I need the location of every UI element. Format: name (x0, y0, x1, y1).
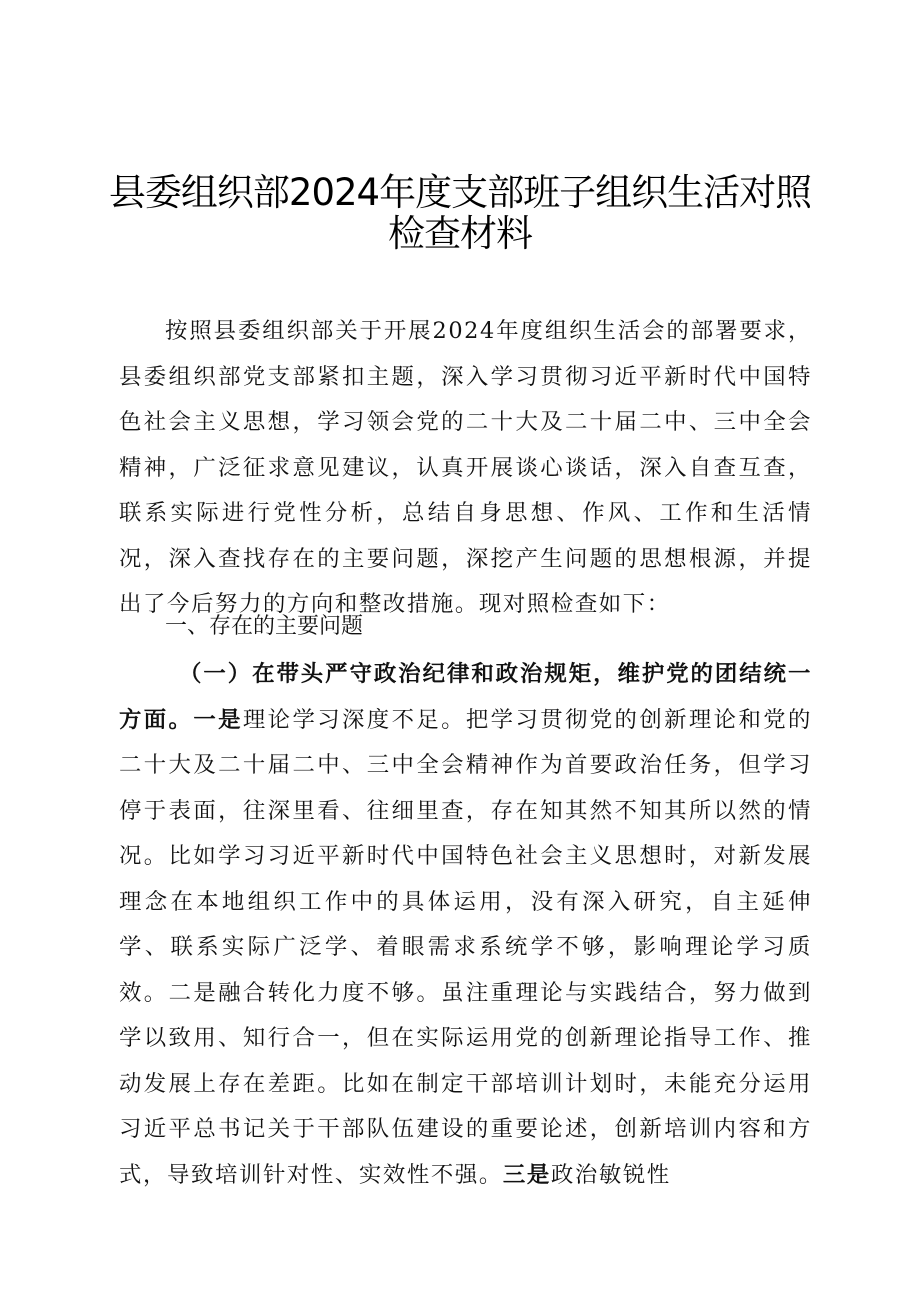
subsection-paragraph (119, 652, 812, 1198)
section-heading: 一、存在的主要问题 (165, 614, 364, 639)
document-title-line-1: 县委组织部2024年度支部班子组织生活对照 (108, 171, 812, 214)
point-2-text: 融合转化力度不够。虽注重理论与实践结合，努力做到学以致用、知行合一，但在实际运用党的创新理论指导工作、推动发展上存在差距。比如在制定干部培训计划时，未能充分运用习近平总书记关于干部队伍建设的重要论述，创新培训内容和方式，导致培训针对性、实效性不强。 (119, 979, 813, 1188)
point-2-label: 二是 (168, 979, 219, 1006)
document-title-line-2: 检查材料 (388, 212, 532, 255)
point-1-text: 理论学习深度不足。把学习贯彻党的创新理论和党的二十大及二十届二中、三中全会精神作为首要政治任务，但学习停于表面，往深里看、往细里查，存在知其然不知其所以然的情况。比如学习习近平新时代中国特色社会主义思想时，对新发展理念在本地组织工作中的具体运用，没有深入研究，自主延伸学、联系实际广泛学、着眼需求系统学不够，影响理论学习质效。 (119, 706, 812, 1006)
point-3-text: 政治敏锐性 (550, 1161, 671, 1188)
intro-paragraph: 按照县委组织部关于开展2024年度组织生活会的部署要求，县委组织部党支部紧扣主题，深入学习贯彻习近平新时代中国特色社会主义思想，学习领会党的二十大及二十届二中、三中全会精神，广泛征求意见建议，认真开展谈心谈话，深入自查互查，联系实际进行党性分析，总结自身思想、作风、工作和生活情况，深入查找存在的主要问题，深挖产生问题的思想根源，并提出了今后努力的方向和整改措施。现对照检查如下： (119, 318, 812, 617)
subsection-heading: （一）在带头严守政治纪律和政治规矩，维护党的团结统一方面。 (119, 661, 812, 733)
point-1-label: 一是 (193, 706, 243, 733)
point-3-label: 三是 (502, 1161, 551, 1188)
